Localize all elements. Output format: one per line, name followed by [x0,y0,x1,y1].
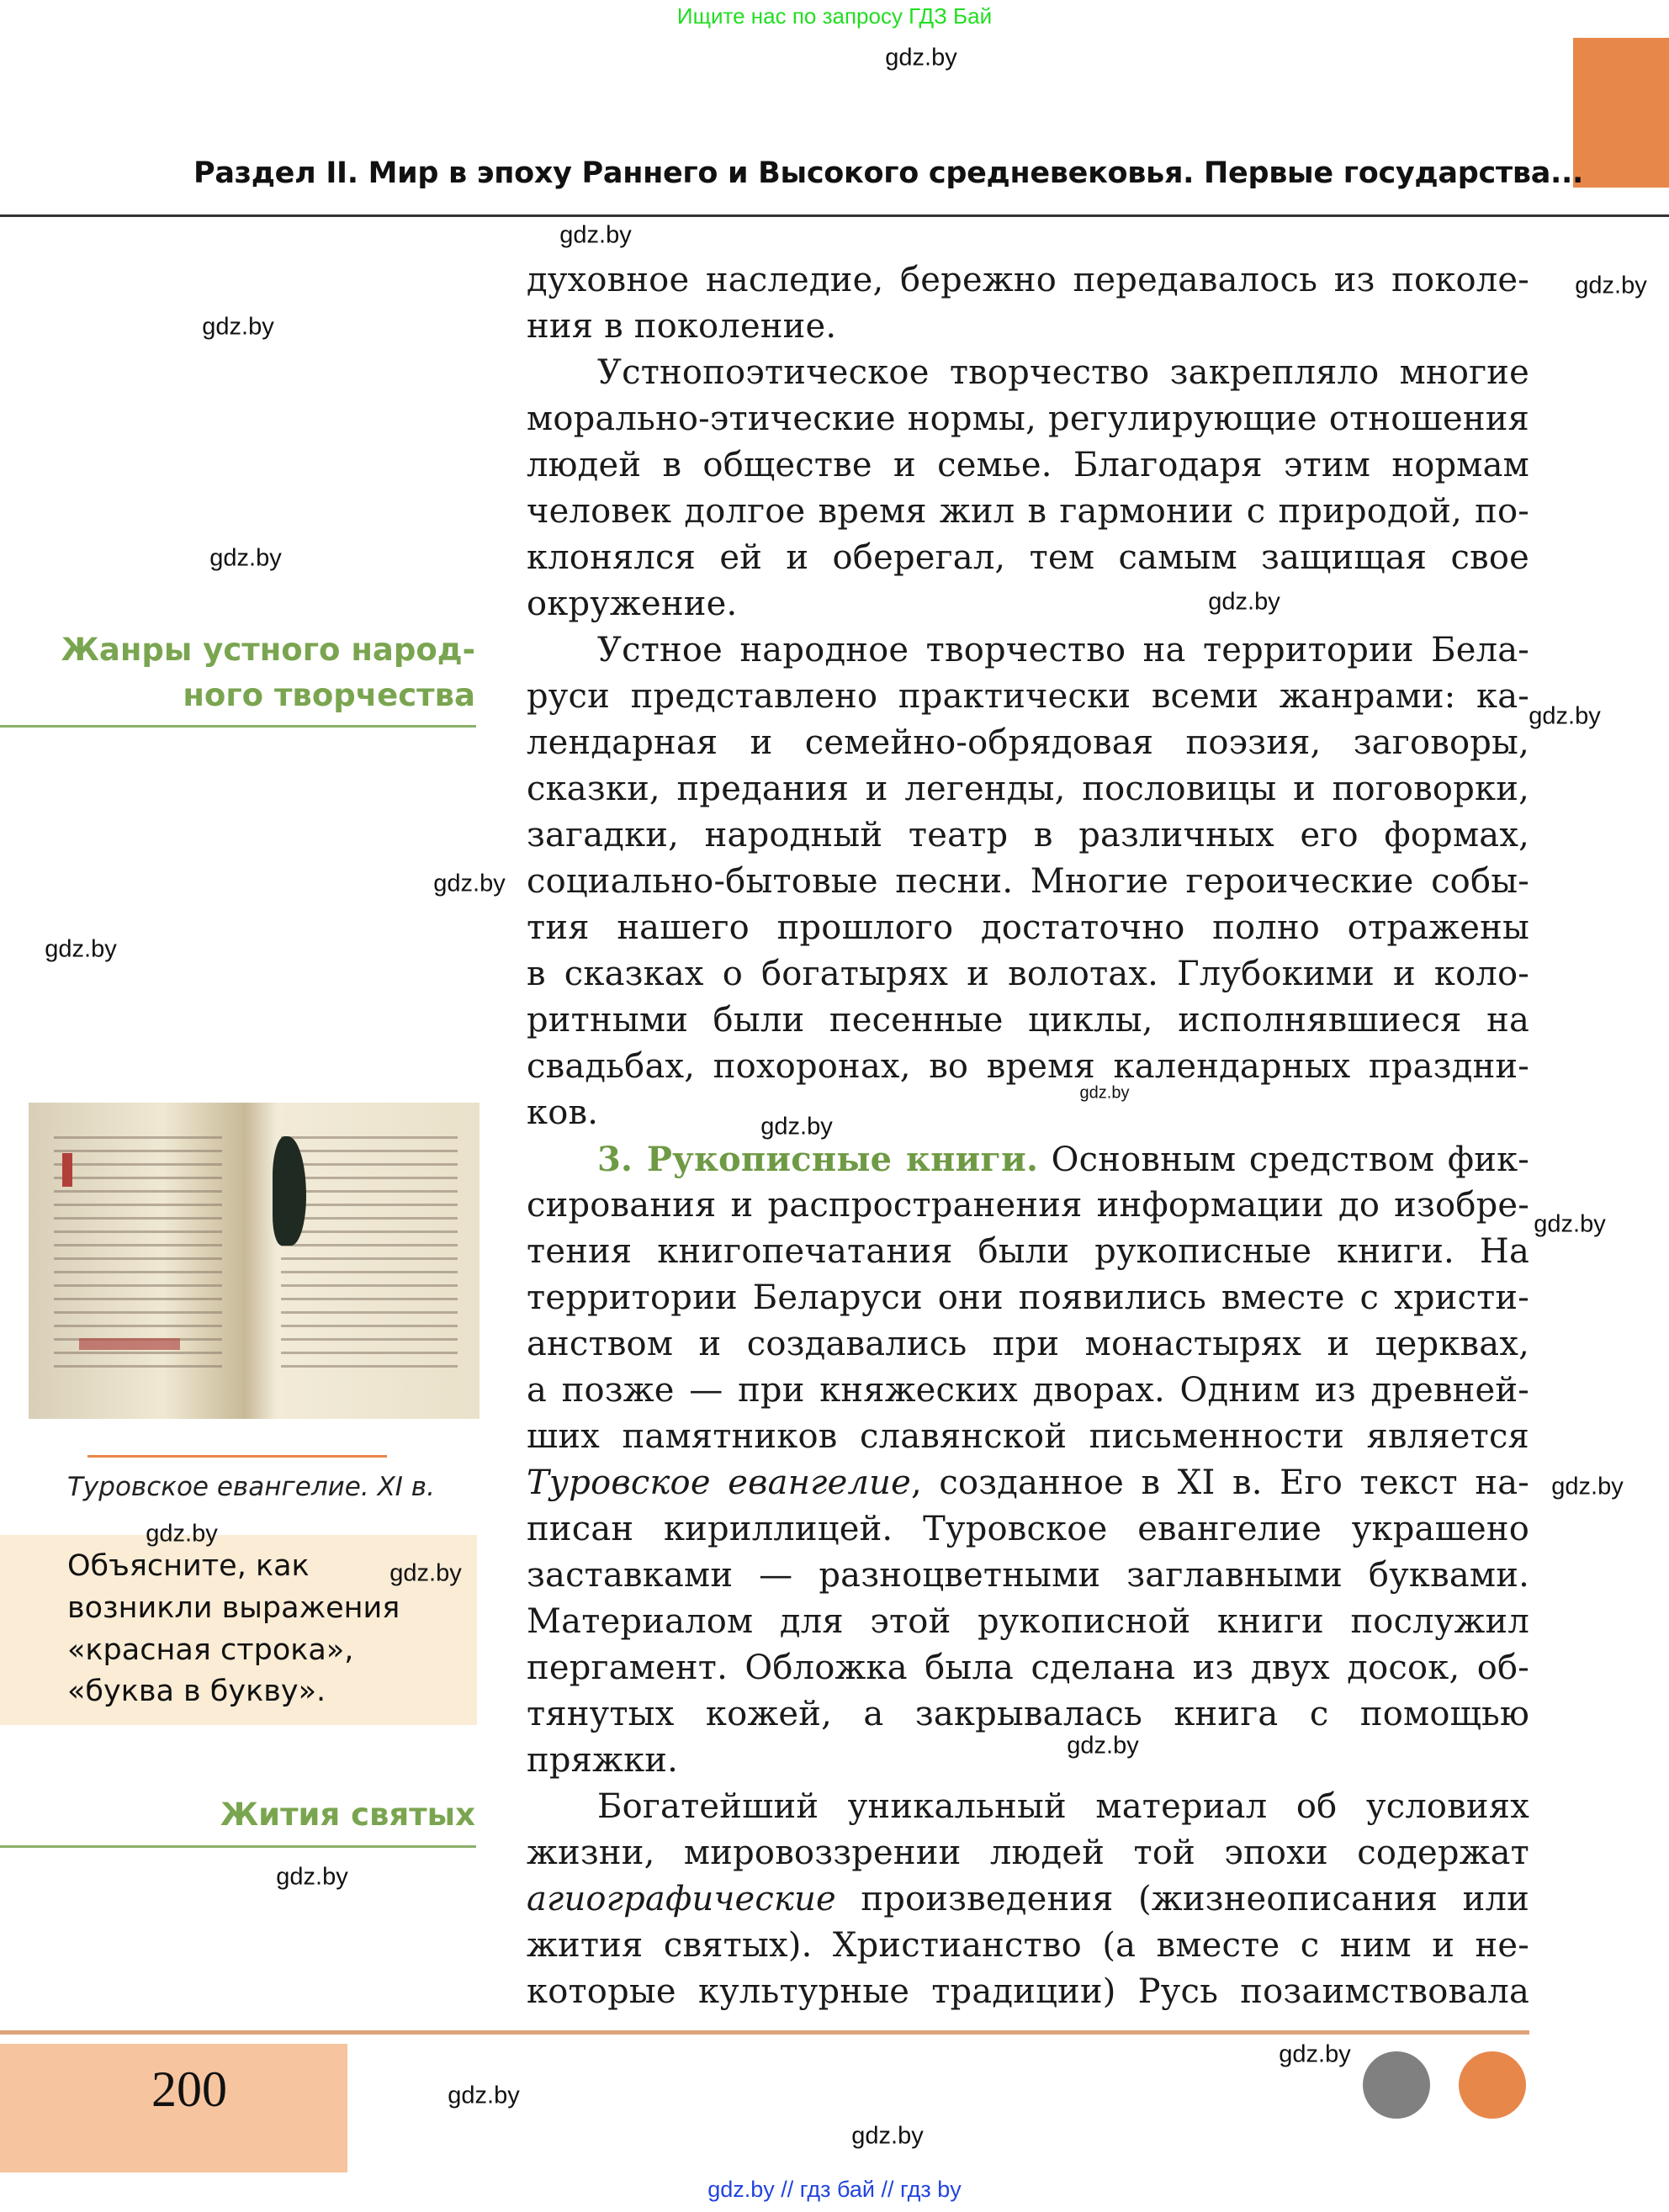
text-line [527,1645,1529,1691]
chapter-tab [1573,38,1669,188]
text-line [527,350,1529,396]
page-number: 200 [151,2061,227,2117]
italic-term: Туровское евангелие [527,1463,911,1502]
text-line [527,859,1529,905]
watermark: gdz.by [851,2122,924,2150]
line-text: духовное наследие, бережно передавалось из поколе- [527,261,1529,299]
text-line [527,1136,1529,1183]
text-line [527,720,1529,766]
turov-gospel-image [29,1103,480,1419]
line-text: жизни, мировоззрении людей той эпохи содержат [527,1834,1529,1872]
line-text: жития святых). Христианство (а вместе с ним и не- [527,1926,1529,1965]
line-text: Основным средством фик- [1038,1140,1529,1179]
text-line [527,1229,1529,1275]
text-line [527,489,1529,535]
line-text: , созданное в XI в. Его текст на- [910,1463,1529,1502]
text-line [527,1183,1529,1229]
line-text: лендарная и семейно-обрядовая поэзия, заговоры, [527,723,1529,762]
heading-divider [0,1845,476,1848]
watermark: gdz.by [1279,2040,1351,2068]
line-text: социально-бытовые песни. Многие героические собы- [527,862,1529,901]
line-text: окружение. [527,585,738,623]
question-line: возникли выражения [67,1591,400,1625]
heading-line: ного творчества [183,677,475,713]
line-text: тения книгопечатания были рукописные книги. На [527,1232,1529,1271]
watermark: gdz.by [202,313,274,341]
main-text [527,257,1529,2015]
text-line [527,396,1529,442]
line-text: писан кириллицей. Туровское евангелие украшено [527,1510,1529,1548]
heading-line: Жанры устного народ- [61,632,475,668]
text-line [527,1599,1529,1645]
line-text: пергамент. Обложка была сделана из двух досок, об- [527,1648,1529,1687]
watermark: gdz.by [209,544,282,572]
text-line [527,304,1529,350]
orange-dot-icon [1459,2051,1526,2119]
sidebar-heading-lives: Жития святых [220,1797,475,1833]
text-line [527,1691,1529,1738]
running-header: Раздел II. Мир в эпоху Раннего и Высокого средневековья. Первые государства... [193,156,1584,190]
text-line [527,1738,1529,1784]
text-line [527,812,1529,859]
text-line [527,581,1529,627]
text-line [527,1368,1529,1414]
gray-dot-icon [1363,2051,1430,2119]
line-text: морально-этические нормы, регулирующие отношения [527,400,1529,438]
line-text: ков. [527,1093,599,1132]
watermark: gdz.by [1208,588,1280,616]
watermark: gdz.by [45,935,117,963]
line-text: которые культурные традиции) Русь позаимствовала [527,1972,1529,2011]
line-text: загадки, народный театр в различных его формах, [527,816,1529,855]
italic-term: агиографические [527,1880,836,1918]
text-line [527,1275,1529,1321]
watermark: gdz.by [885,44,957,71]
line-text: ших памятников славянской письменности является [527,1417,1529,1456]
text-line [527,1876,1529,1923]
line-text: руси представлено практически всеми жанрами: ка- [527,677,1529,716]
watermark: gdz.by [1551,1473,1624,1500]
line-text: а позже — при княжеских дворах. Одним из древней- [527,1371,1529,1410]
line-text: сирования и распространения информации до изобре- [527,1186,1529,1225]
text-line [527,535,1529,581]
watermark: gdz.by [1529,702,1601,730]
line-text: Богатейший уникальный материал об условиях [597,1787,1529,1826]
text-line [527,1506,1529,1553]
caption-divider [87,1455,387,1458]
text-line [527,627,1529,674]
line-text: человек долгое время жил в гармонии с природой, по- [527,492,1529,531]
watermark: gdz.by [1079,1083,1130,1103]
line-text: клонялся ей и оберегал, тем самым защищая свое [527,538,1529,577]
line-text: произведения (жизнеописания или [835,1880,1529,1918]
image-caption: Туровское евангелие. XI в. [67,1472,435,1502]
text-line [527,905,1529,951]
question-line: Объясните, как [67,1549,310,1583]
line-text: заставками — разноцветными заглавными буквами. [527,1556,1529,1595]
header-divider [0,214,1669,217]
text-line [527,674,1529,720]
text-line [527,1923,1529,1969]
text-line [527,1414,1529,1460]
line-text: сказки, предания и легенды, пословицы и поговорки, [527,770,1529,808]
text-line [527,951,1529,998]
text-line [527,1090,1529,1136]
watermark: gdz.by [276,1863,348,1891]
watermark: gdz.by [1575,272,1647,299]
text-line [527,1460,1529,1506]
watermark: gdz.by [1534,1210,1606,1238]
text-line [527,1321,1529,1368]
line-text: ния в поколение. [527,307,837,346]
text-line [527,1044,1529,1090]
line-text: свадьбах, похоронах, во время календарных праздни- [527,1047,1529,1086]
footer-divider [0,2030,1529,2035]
line-text: тия нашего прошлого достаточно полно отражены [527,908,1529,947]
watermark: gdz.by [448,2082,520,2109]
text-line [527,1830,1529,1876]
line-text: Материалом для этой рукописной книги послужил [527,1602,1529,1641]
line-text: анством и создавались при монастырях и церквах, [527,1325,1529,1363]
heading-divider [0,725,476,728]
watermark: gdz.by [146,1520,218,1548]
text-line [527,766,1529,812]
question-line: «красная строка», [67,1633,354,1667]
watermark: gdz.by [389,1559,462,1587]
line-text: ритными были песенные циклы, исполнявшиеся на [527,1001,1529,1040]
line-text: территории Беларуси они появились вместе с христи- [527,1278,1529,1317]
line-text: людей в обществе и семье. Благодаря этим нормам [527,446,1529,484]
line-text: пряжки. [527,1741,679,1780]
sidebar-heading-genres [61,627,475,718]
watermark: gdz.by [433,870,506,897]
watermark: gdz.by [559,221,632,249]
text-line [527,1553,1529,1599]
search-banner: Ищите нас по запросу ГДЗ Бай [676,3,993,29]
text-line [527,257,1529,304]
text-line [527,1969,1529,2015]
line-text: Устнопоэтическое творчество закрепляло многие [597,353,1529,392]
line-text: Устное народное творчество на территории Бела- [597,631,1529,669]
text-line [527,1784,1529,1830]
text-line [527,442,1529,489]
question-line: «буква в букву». [67,1675,326,1708]
watermark: gdz.by [1067,1732,1139,1760]
line-text: тянутых кожей, а закрывалась книга с помощью [527,1695,1529,1733]
footer-links[interactable]: gdz.by // гдз бай // гдз by [707,2177,962,2202]
watermark: gdz.by [760,1113,833,1140]
line-text: в сказках о богатырях и волотах. Глубокими и коло- [527,955,1529,993]
section-heading: 3. Рукописные книги. [597,1140,1039,1179]
text-line [527,998,1529,1044]
